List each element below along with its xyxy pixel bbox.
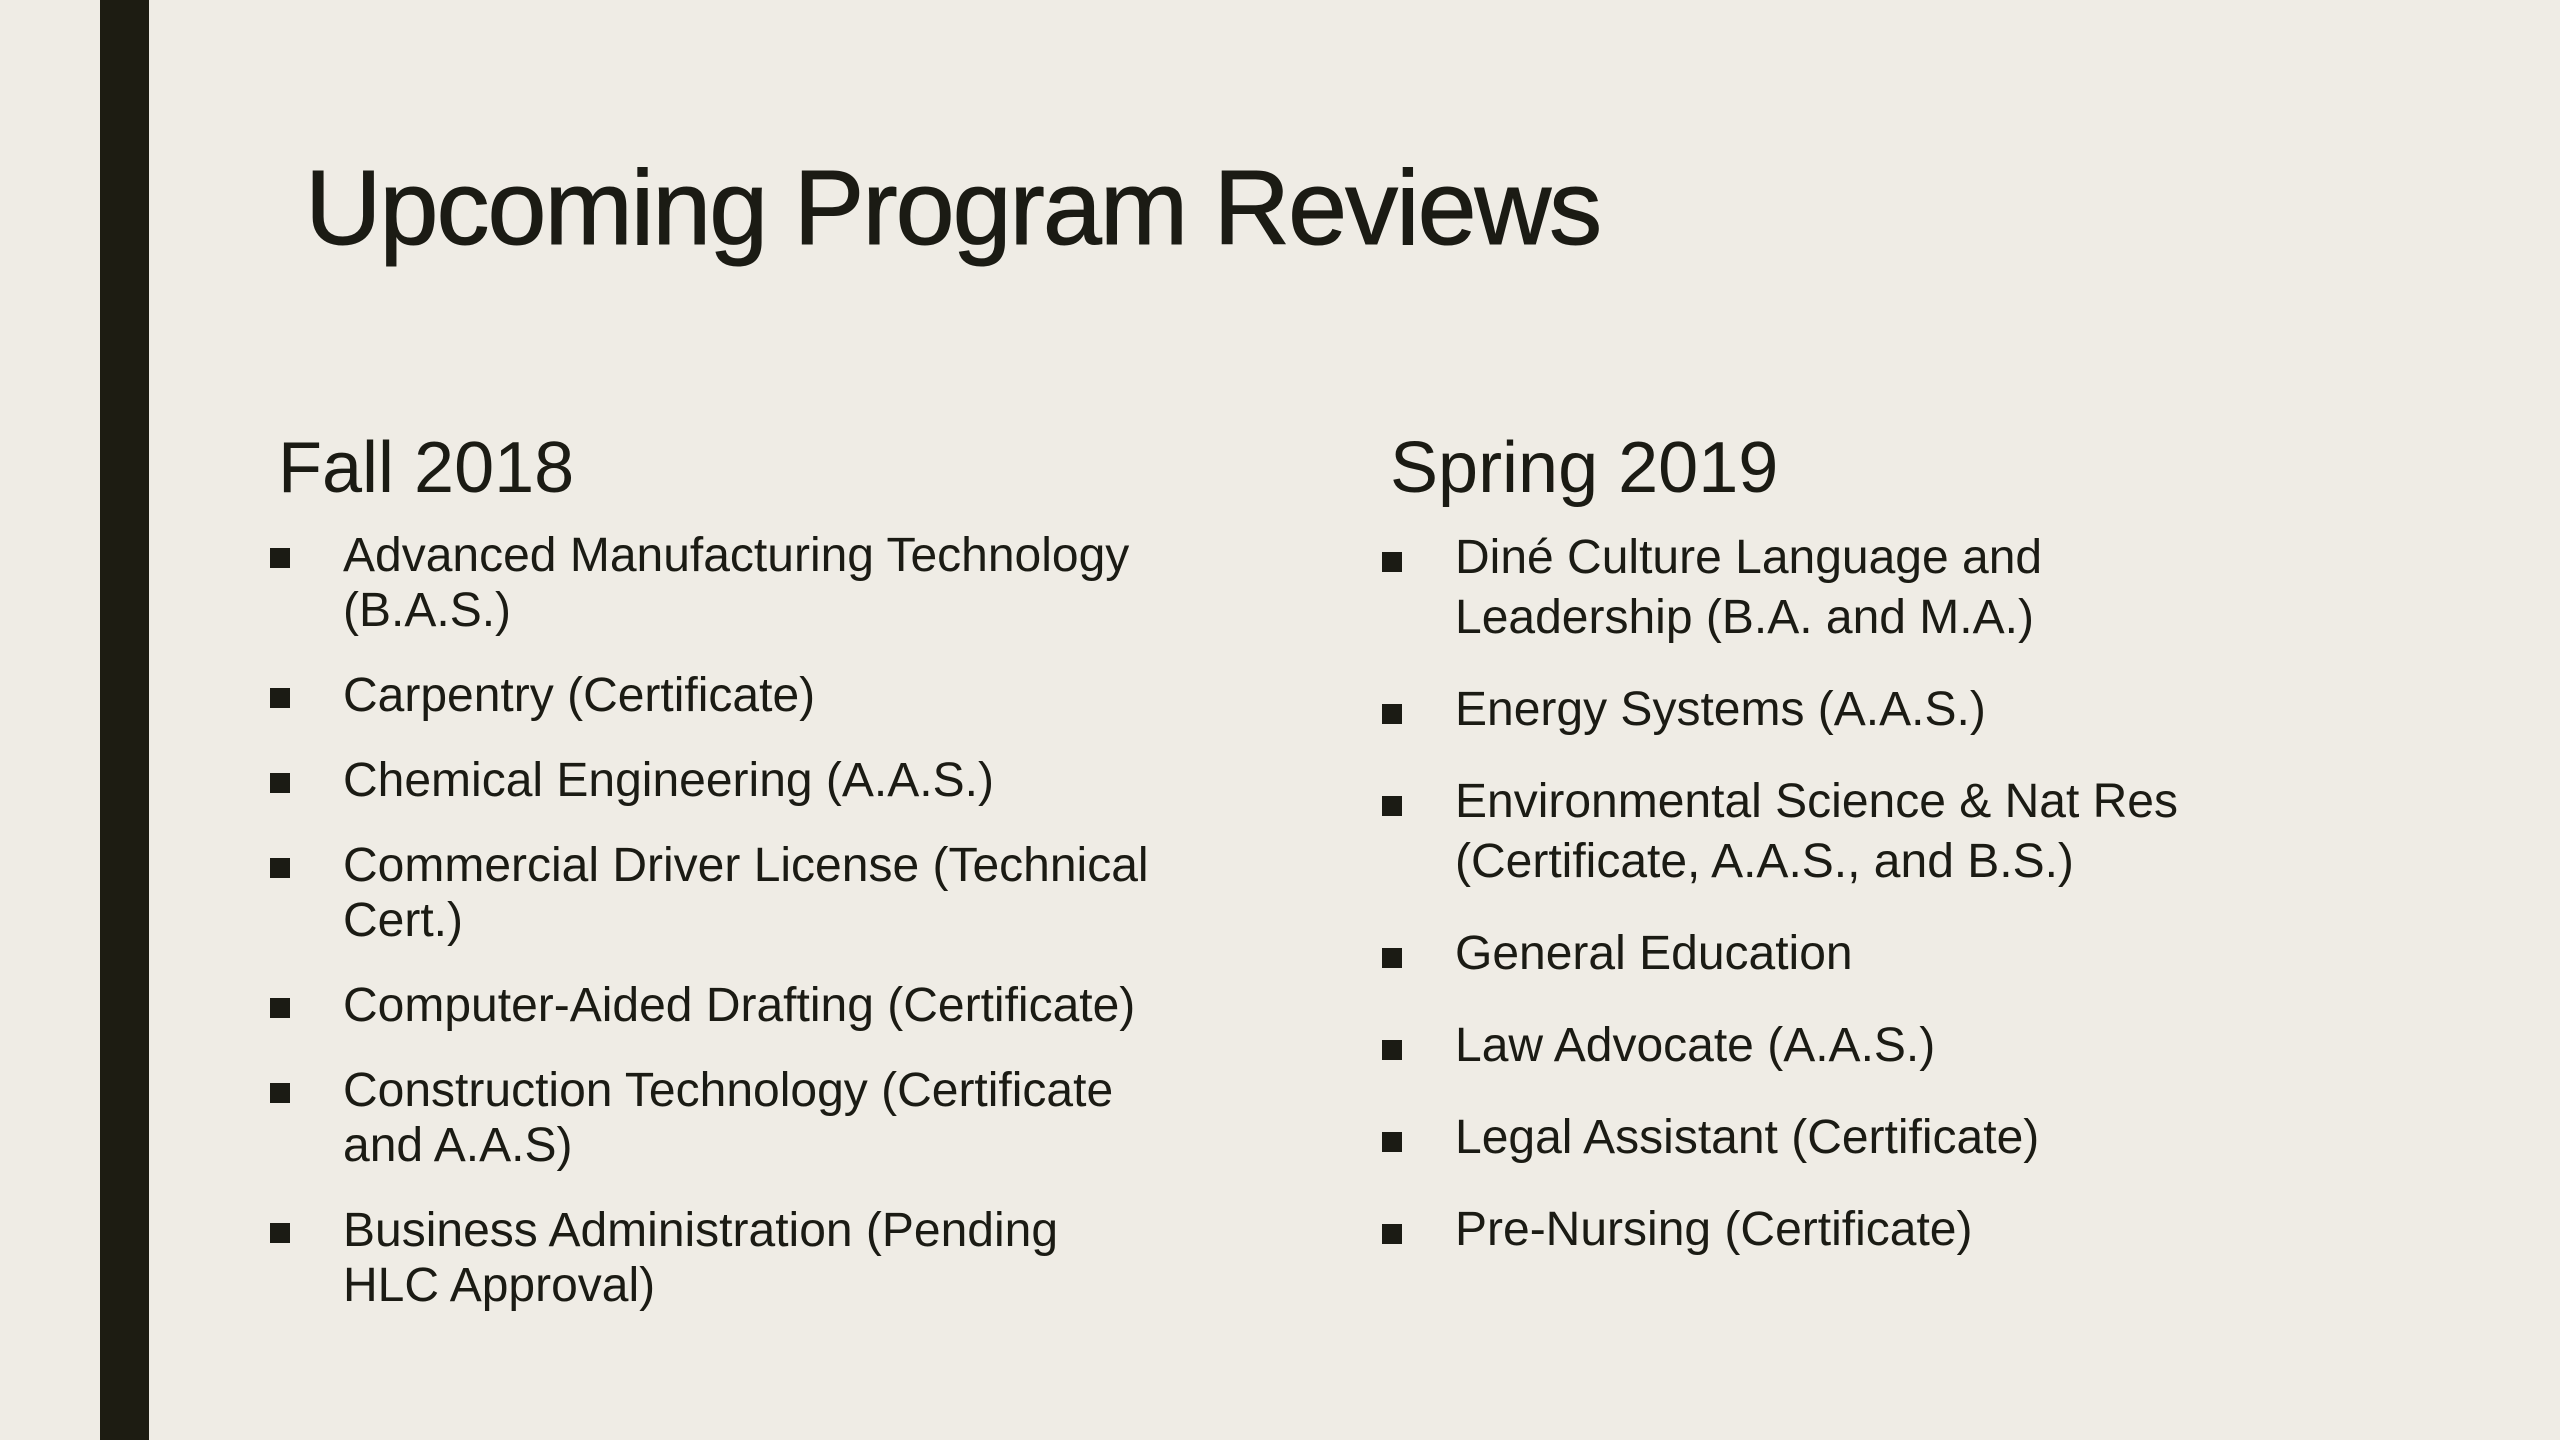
list-item — [278, 1063, 1228, 1173]
list-item-line: Commercial Driver License (Technical — [343, 839, 1149, 892]
square-bullet-icon — [270, 1223, 290, 1243]
list-item-line: Diné Culture Language and — [1455, 531, 2043, 584]
list-item-line: Energy Systems (A.A.S.) — [1455, 683, 1986, 736]
list-item-line: Pre-Nursing (Certificate) — [1455, 1203, 1973, 1256]
list-item-line: Advanced Manufacturing Technology — [343, 529, 1130, 582]
square-bullet-icon — [1382, 552, 1402, 572]
square-bullet-icon — [1382, 704, 1402, 724]
square-bullet-icon — [1382, 796, 1402, 816]
list-item-line: Carpentry (Certificate) — [343, 669, 816, 722]
list-item-line: (Certificate, A.A.S., and B.S.) — [1455, 835, 2074, 888]
fall-heading: Fall 2018 — [278, 428, 575, 508]
list-item-line: General Education — [1455, 927, 1853, 980]
square-bullet-icon — [270, 998, 290, 1018]
list-item — [1390, 680, 2390, 740]
list-item — [1390, 528, 2390, 648]
list-item — [278, 528, 1228, 638]
list-item-line: HLC Approval) — [343, 1259, 656, 1312]
square-bullet-icon — [1382, 1040, 1402, 1060]
list-item-line: Law Advocate (A.A.S.) — [1455, 1019, 1936, 1072]
square-bullet-icon — [270, 548, 290, 568]
list-item — [278, 753, 1228, 808]
square-bullet-icon — [1382, 1132, 1402, 1152]
square-bullet-icon — [270, 1083, 290, 1103]
list-item-line: and A.A.S) — [343, 1119, 573, 1172]
list-item — [1390, 772, 2390, 892]
list-item-line: Construction Technology (Certificate — [343, 1064, 1114, 1117]
fall-column — [278, 428, 1228, 1343]
slide-title: Upcoming Program Reviews — [305, 149, 1601, 267]
square-bullet-icon — [270, 858, 290, 878]
list-item — [278, 978, 1228, 1033]
list-item — [1390, 924, 2390, 984]
list-item-line: (B.A.S.) — [343, 584, 512, 637]
list-item — [278, 668, 1228, 723]
square-bullet-icon — [270, 773, 290, 793]
list-item — [1390, 1108, 2390, 1168]
list-item — [278, 838, 1228, 948]
list-item-line: Business Administration (Pending — [343, 1204, 1059, 1257]
spring-column — [1390, 428, 2390, 1292]
list-item-line: Leadership (B.A. and M.A.) — [1455, 591, 2034, 644]
spring-heading: Spring 2019 — [1390, 428, 1779, 508]
list-item-line: Legal Assistant (Certificate) — [1455, 1111, 2040, 1164]
list-item-line: Environmental Science & Nat Res — [1455, 775, 2178, 828]
spring-program-list — [1390, 528, 2390, 1260]
accent-bar — [100, 0, 149, 1440]
fall-program-list — [278, 528, 1228, 1313]
list-item — [1390, 1200, 2390, 1260]
list-item-line: Computer-Aided Drafting (Certificate) — [343, 979, 1136, 1032]
square-bullet-icon — [270, 688, 290, 708]
square-bullet-icon — [1382, 948, 1402, 968]
list-item — [278, 1203, 1228, 1313]
list-item — [1390, 1016, 2390, 1076]
square-bullet-icon — [1382, 1224, 1402, 1244]
list-item-line: Chemical Engineering (A.A.S.) — [343, 754, 994, 807]
list-item-line: Cert.) — [343, 894, 463, 947]
